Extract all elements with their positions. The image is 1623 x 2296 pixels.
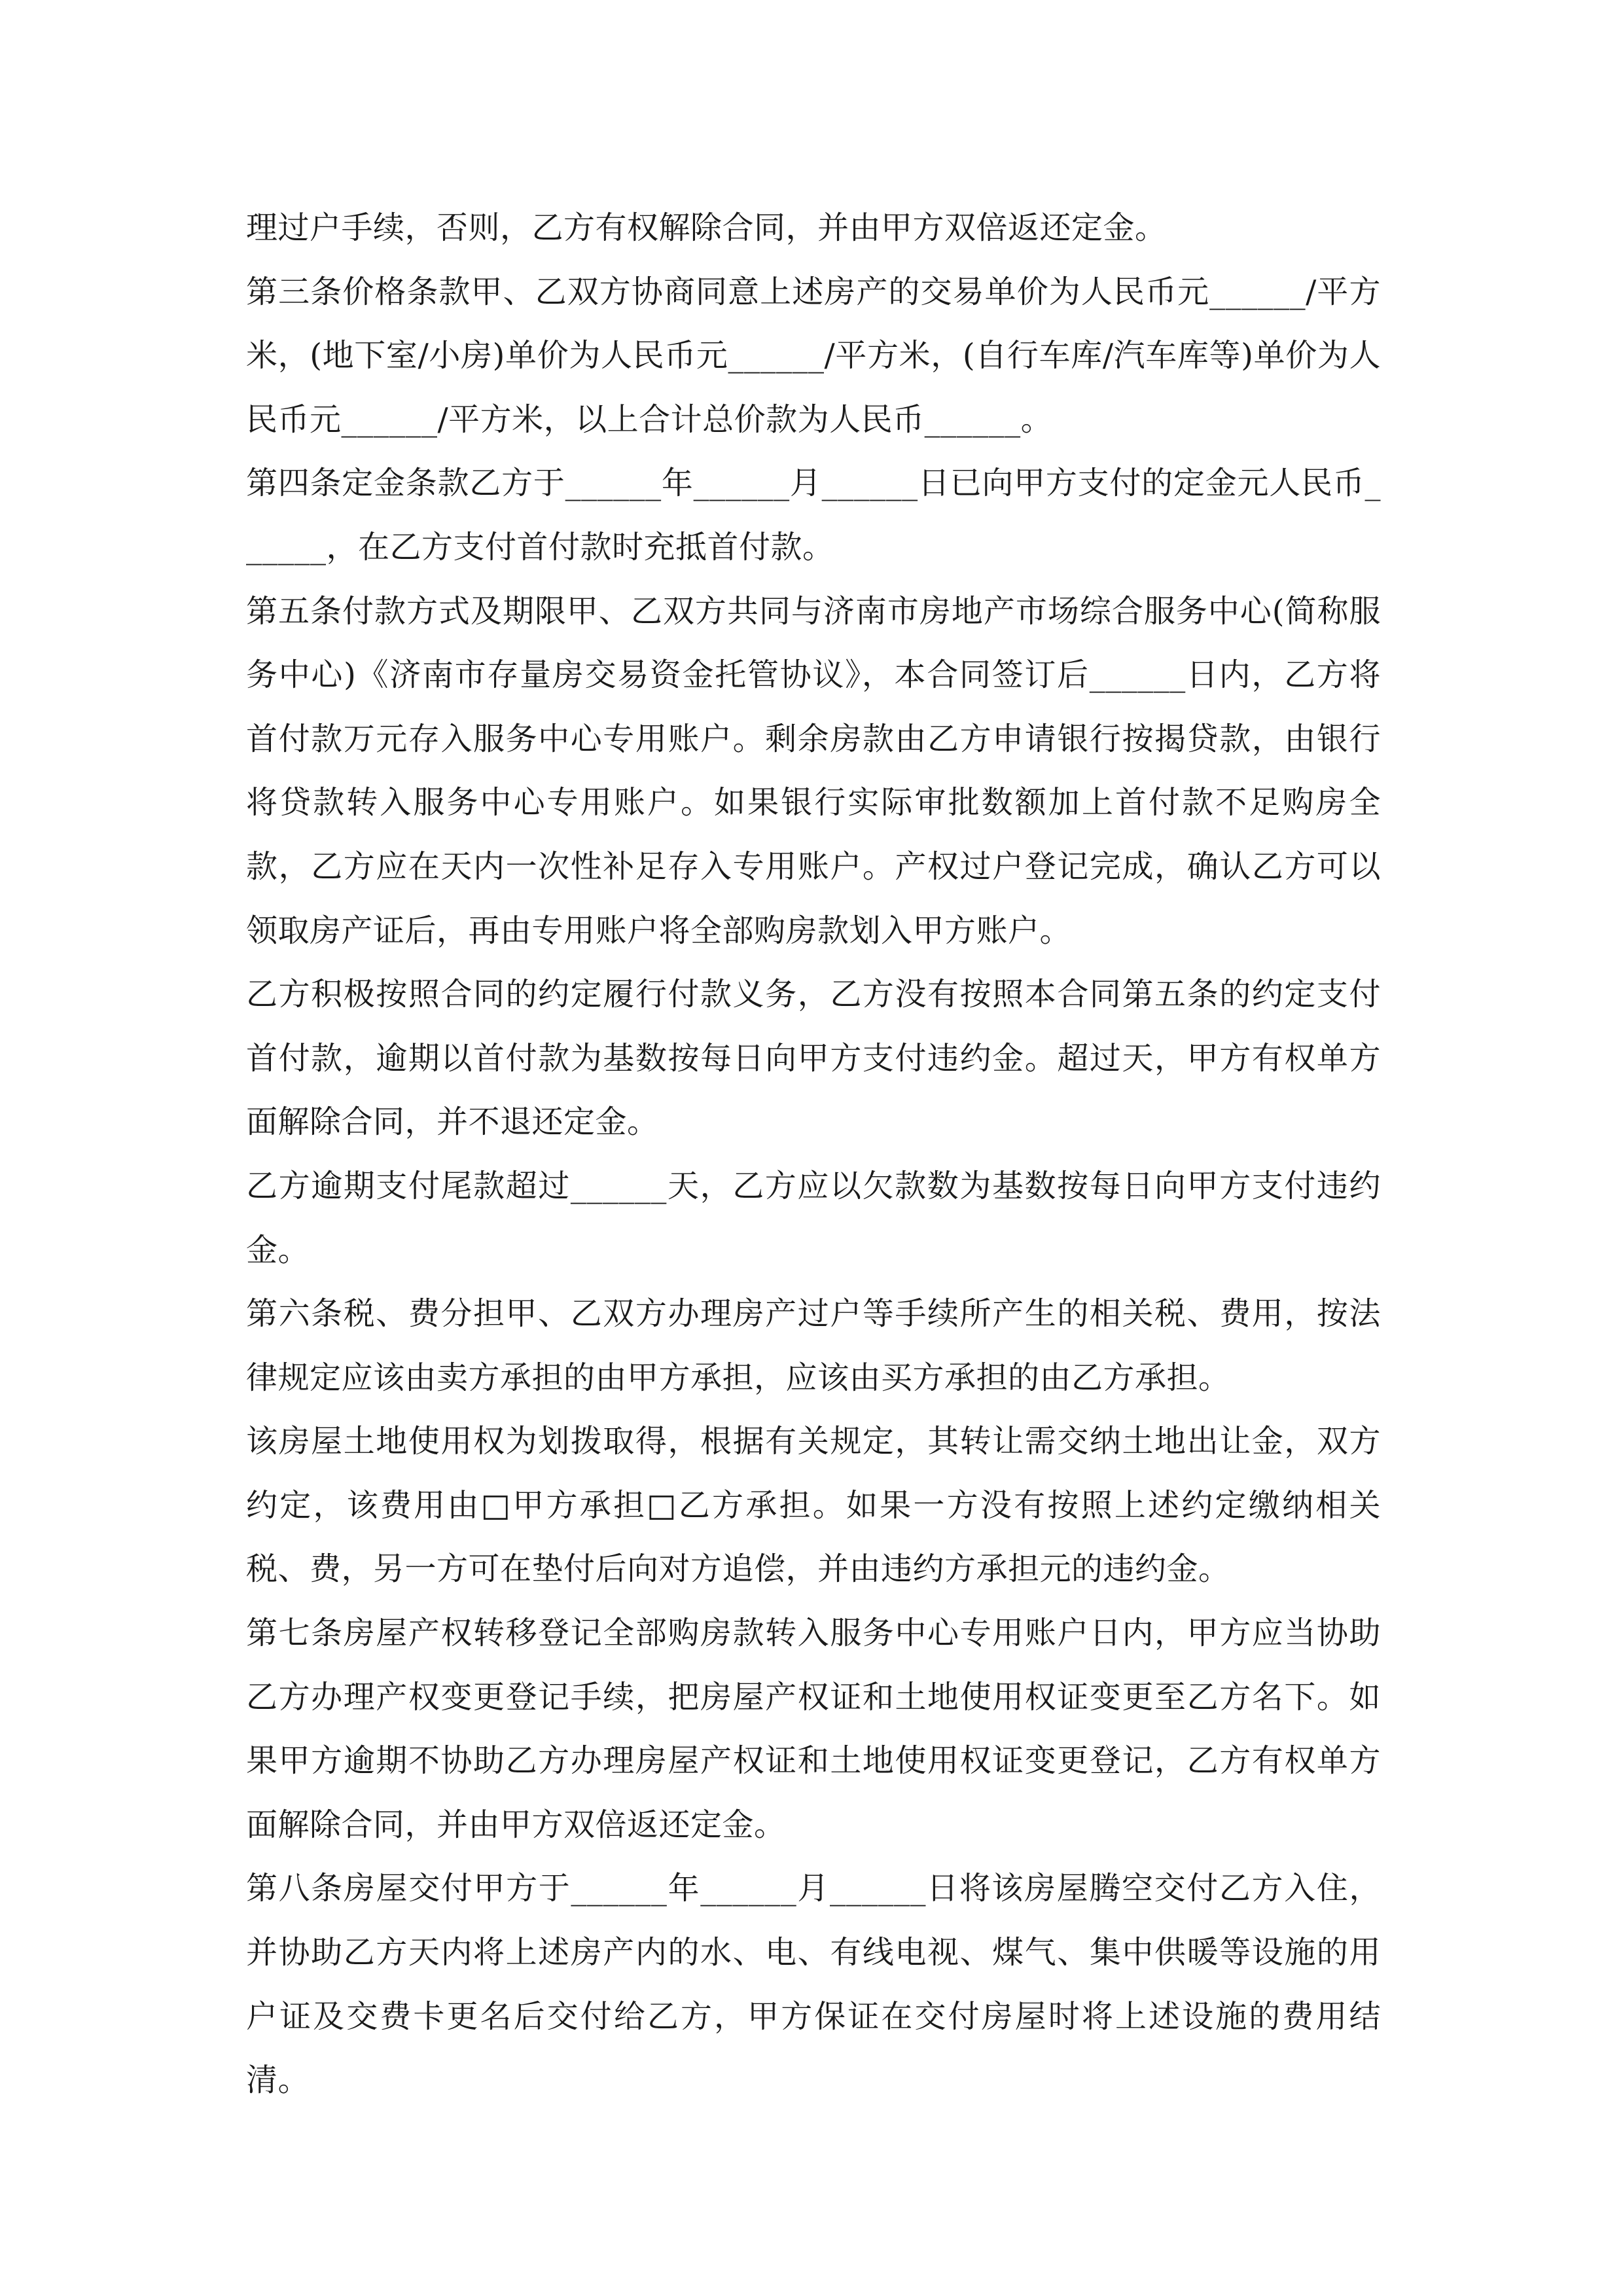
paragraph-article-4-deposit: 第四条定金条款乙方于______年______月______日已向甲方支付的定金元人民币______，在乙方支付首付款时充抵首付款。 [246,465,1381,565]
paragraph-transfer-procedure: 理过户手续，否则，乙方有权解除合同，并由甲方双倍返还定金。 [246,209,1167,246]
contract-page [246,196,1381,2113]
paragraph-late-balance: 乙方逾期支付尾款超过______天，乙方应以欠款数为基数按每日向甲方支付违约金。 [246,1167,1381,1268]
paragraph-article-8-delivery: 第八条房屋交付甲方于______年______月______日将该房屋腾空交付乙方入住，并协助乙方天内将上述房产内的水、电、有线电视、煤气、集中供暖等设施的用户证及交费卡更名后交付给乙方，甲方保证在交付房屋时将上述设施的费用结清。 [246,1870,1381,2099]
paragraph-article-5-payment: 第五条付款方式及期限甲、乙双方共同与济南市房地产市场综合服务中心(简称服务中心)《济南市存量房交易资金托管协议》，本合同签订后______日内，乙方将首付款万元存入服务中心专用账户。剩余房款由乙方申请银行按揭贷款，由银行将贷款转入服务中心专用账户。如果银行实际审批数额加上首付款不足购房全款，乙方应在天内一次性补足存入专用账户。产权过户登记完成，确认乙方可以领取房产证后，再由专用账户将全部购房款划入甲方账户。 [246,592,1381,949]
paragraph-payment-obligation: 乙方积极按照合同的约定履行付款义务，乙方没有按照本合同第五条的约定支付首付款，逾期以首付款为基数按每日向甲方支付违约金。超过天，甲方有权单方面解除合同，并不退还定金。 [246,976,1381,1141]
paragraph-land-use-fee: 该房屋土地使用权为划拨取得，根据有关规定，其转让需交纳土地出让金，双方约定，该费用由□甲方承担□乙方承担。如果一方没有按照上述约定缴纳相关税、费，另一方可在垫付后向对方追偿，并由违约方承担元的违约金。 [246,1423,1381,1588]
paragraph-article-7-registration: 第七条房屋产权转移登记全部购房款转入服务中心专用账户日内，甲方应当协助乙方办理产权变更登记手续，把房屋产权证和土地使用权证变更至乙方名下。如果甲方逾期不协助乙方办理房屋产权证和土地使用权证变更登记，乙方有权单方面解除合同，并由甲方双倍返还定金。 [246,1615,1381,1843]
paragraph-article-3-price: 第三条价格条款甲、乙双方协商同意上述房产的交易单价为人民币元______/平方米，(地下室/小房)单价为人民币元______/平方米，(自行车库/汽车库等)单价为人民币元______/平方米，以上合计总价款为人民币______。 [246,273,1381,438]
paragraph-article-6-taxes: 第六条税、费分担甲、乙双方办理房产过户等手续所产生的相关税、费用，按法律规定应该由卖方承担的由甲方承担，应该由买方承担的由乙方承担。 [246,1295,1381,1396]
